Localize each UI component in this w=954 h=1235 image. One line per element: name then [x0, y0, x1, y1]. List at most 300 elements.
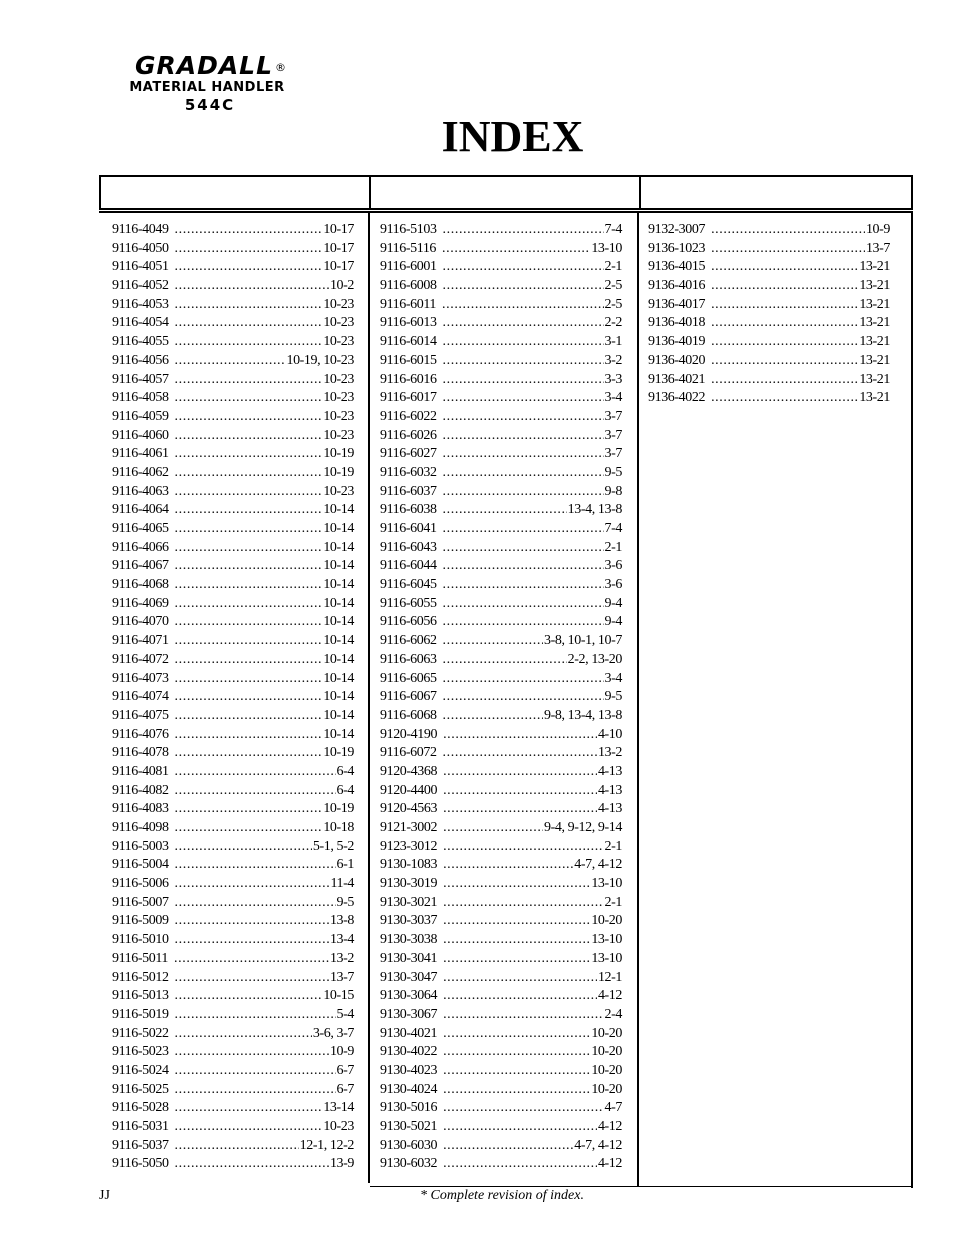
dot-leader [175, 912, 329, 931]
dot-leader [175, 277, 329, 296]
part-number: 9136-4018 [648, 315, 706, 331]
part-number: 9116-4082 [112, 782, 169, 798]
index-entry [112, 969, 354, 988]
index-entry [380, 838, 622, 857]
header-underline [99, 211, 913, 213]
part-number: 9116-5007 [112, 894, 169, 910]
dot-leader [711, 221, 865, 240]
part-number: 9136-4017 [648, 296, 706, 312]
part-number: 9116-4055 [112, 334, 169, 350]
dot-leader [443, 1118, 597, 1137]
dot-leader [443, 651, 567, 670]
index-entry [380, 632, 622, 651]
page-title: INDEX [441, 112, 584, 161]
dot-leader [175, 931, 329, 950]
index-entry [112, 333, 354, 352]
page-reference: 4-13 [597, 782, 622, 798]
part-number: 9120-4400 [380, 782, 438, 798]
part-number: 9116-5031 [112, 1119, 169, 1134]
part-number: 9116-5013 [112, 988, 169, 1004]
index-entry [112, 726, 354, 745]
part-number: 9116-4054 [112, 315, 169, 331]
part-number: 9116-5028 [112, 1100, 169, 1116]
dot-leader [443, 707, 543, 726]
page-reference: 10-23 [323, 427, 354, 443]
index-entry [112, 613, 354, 632]
dot-leader [175, 782, 336, 801]
index-entry [380, 1062, 622, 1081]
part-number: 9116-6022 [380, 408, 437, 424]
page-reference: 13-10 [591, 932, 622, 948]
part-number: 9116-4069 [112, 595, 169, 611]
index-entry [112, 539, 354, 558]
dot-leader [175, 1006, 336, 1025]
part-number: 9130-3041 [380, 950, 438, 966]
page-reference: 10-15 [323, 988, 354, 1004]
part-number: 9116-4049 [112, 222, 169, 237]
part-number: 9116-4070 [112, 614, 169, 630]
page-reference: 13-2 [597, 745, 622, 761]
page-reference: 10-23 [323, 483, 354, 499]
dot-leader [442, 240, 590, 259]
dot-leader [711, 389, 858, 408]
dot-leader [174, 950, 329, 969]
part-number: 9116-4076 [112, 726, 169, 742]
part-number: 9116-4081 [112, 763, 169, 779]
part-number: 9130-4023 [380, 1062, 438, 1078]
dot-leader [443, 445, 604, 464]
part-number: 9116-4056 [112, 352, 169, 368]
part-number: 9116-6044 [380, 558, 437, 574]
part-number: 9130-6032 [380, 1156, 438, 1172]
page-reference: 13-21 [859, 371, 890, 387]
page-reference: 9-5 [604, 464, 622, 480]
table-header-box [99, 175, 913, 210]
dot-leader [443, 1062, 590, 1081]
index-entry [380, 576, 622, 595]
header-divider [639, 177, 641, 210]
page-reference: 10-23 [323, 371, 354, 387]
part-number: 9116-5050 [112, 1156, 169, 1172]
index-entry [380, 912, 622, 931]
page-reference: 3-6 [604, 577, 622, 593]
index-entry [380, 1155, 622, 1174]
page-reference: 10-14 [323, 502, 354, 518]
dot-leader [175, 1043, 329, 1062]
page-reference: 10-14 [323, 670, 354, 686]
index-entry [380, 389, 622, 408]
index-entry [112, 875, 354, 894]
page-reference: 4-12 [597, 1119, 622, 1134]
page-reference: 10-20 [591, 913, 622, 929]
index-entry [380, 1043, 622, 1062]
part-number: 9116-4060 [112, 427, 169, 443]
dot-leader [175, 763, 336, 782]
page-reference: 10-14 [323, 707, 354, 723]
page-reference: 4-13 [597, 801, 622, 817]
dot-leader [443, 1043, 590, 1062]
part-number: 9121-3002 [380, 820, 438, 835]
dot-leader [443, 782, 597, 801]
part-number: 9130-3047 [380, 969, 438, 985]
page-reference: 10-2 [329, 278, 354, 294]
logo-subtitle: MATERIAL HANDLER [129, 80, 285, 95]
index-entry [112, 427, 354, 446]
page-reference: 11-4 [330, 876, 354, 892]
index-entry [112, 371, 354, 390]
part-number: 9116-4083 [112, 801, 169, 817]
index-entry [380, 277, 622, 296]
index-entry [380, 1099, 622, 1118]
page-reference: 4-12 [597, 1156, 622, 1172]
dot-leader [175, 371, 323, 390]
part-number: 9123-3012 [380, 838, 438, 854]
part-number: 9120-4563 [380, 801, 438, 817]
index-entry [380, 894, 622, 913]
index-entry [380, 333, 622, 352]
index-entry [648, 296, 890, 315]
part-number: 9116-4068 [112, 577, 169, 593]
dot-leader [175, 389, 323, 408]
dot-leader [443, 595, 604, 614]
index-entry [112, 576, 354, 595]
index-entry [112, 1043, 354, 1062]
index-entry [380, 371, 622, 390]
page-reference: 10-14 [323, 577, 354, 593]
dot-leader [443, 333, 604, 352]
index-entry [380, 707, 622, 726]
index-entry [380, 520, 622, 539]
dot-leader [175, 539, 323, 558]
logo-brand: GRADALL ® [134, 51, 288, 80]
dot-leader [175, 688, 323, 707]
index-entry [112, 352, 354, 371]
part-number: 9116-4072 [112, 651, 169, 667]
dot-leader [711, 258, 858, 277]
page-reference: 13-21 [859, 296, 890, 312]
page-reference: 9-8, 13-4, 13-8 [544, 707, 622, 723]
part-number: 9116-5116 [380, 240, 437, 256]
dot-leader [443, 464, 604, 483]
dot-leader [443, 987, 597, 1006]
page-reference: 2-4 [604, 1006, 622, 1022]
dot-leader [443, 912, 590, 931]
part-number: 9116-5025 [112, 1081, 169, 1097]
dot-leader [442, 296, 604, 315]
page-reference: 13-21 [859, 278, 890, 294]
page-reference: 3-6 [604, 558, 622, 574]
dot-leader [443, 838, 603, 857]
dot-leader [175, 726, 323, 745]
index-entry [380, 819, 622, 838]
page-reference: 2-1 [604, 259, 622, 275]
page-reference: 10-14 [323, 539, 354, 555]
index-entry [380, 464, 622, 483]
page-reference: 10-18 [323, 820, 354, 835]
page-reference: 4-13 [597, 763, 622, 779]
dot-leader [443, 1006, 603, 1025]
index-entry [112, 1081, 354, 1100]
part-number: 9132-3007 [648, 222, 706, 237]
dot-leader [443, 371, 604, 390]
part-number: 9116-4075 [112, 707, 169, 723]
dot-leader [443, 726, 597, 745]
dot-leader [175, 894, 336, 913]
index-entry [112, 1006, 354, 1025]
index-entry [112, 950, 354, 969]
part-number: 9136-4022 [648, 390, 706, 406]
dot-leader [175, 969, 329, 988]
page-reference: 9-8 [604, 483, 622, 499]
dot-leader [443, 408, 604, 427]
part-number: 9130-3021 [380, 894, 438, 910]
dot-leader [175, 464, 323, 483]
dot-leader [443, 576, 604, 595]
dot-leader [443, 875, 590, 894]
dot-leader [443, 557, 604, 576]
index-entry [380, 1137, 622, 1156]
dot-leader [175, 296, 323, 315]
index-entry [380, 688, 622, 707]
index-entry [112, 987, 354, 1006]
dot-leader [443, 258, 604, 277]
page-reference: 10-20 [591, 1044, 622, 1060]
dot-leader [711, 333, 858, 352]
dot-leader [443, 1099, 603, 1118]
dot-leader [443, 520, 604, 539]
part-number: 9116-6008 [380, 278, 437, 294]
dot-leader [175, 427, 323, 446]
index-entry [112, 221, 354, 240]
index-entry [380, 258, 622, 277]
page-reference: 9-5 [604, 689, 622, 705]
index-entry [380, 856, 622, 875]
dot-leader [443, 763, 597, 782]
dot-leader [175, 501, 323, 520]
index-entry [112, 912, 354, 931]
index-entry [380, 1006, 622, 1025]
page-reference: 10-9 [329, 1044, 354, 1060]
dot-leader [711, 240, 865, 259]
page-reference: 10-14 [323, 726, 354, 742]
part-number: 9136-4019 [648, 334, 706, 350]
index-entry [648, 333, 890, 352]
page-reference: 10-14 [323, 521, 354, 536]
dot-leader [175, 352, 286, 371]
page-reference: 10-14 [323, 614, 354, 630]
page-reference: 10-23 [323, 1119, 354, 1134]
page-reference: 4-7, 4-12 [574, 1137, 622, 1153]
page-reference: 10-17 [323, 240, 354, 256]
part-number: 9120-4368 [380, 763, 438, 779]
part-number: 9116-5019 [112, 1006, 169, 1022]
index-entry [648, 371, 890, 390]
index-entry [380, 763, 622, 782]
logo-model: 544C [184, 96, 236, 114]
part-number: 9116-6043 [380, 539, 437, 555]
part-number: 9116-4050 [112, 240, 169, 256]
dot-leader [175, 987, 323, 1006]
index-entry [112, 520, 354, 539]
dot-leader [175, 744, 323, 763]
index-entry [380, 726, 622, 745]
page-reference: 2-1 [604, 539, 622, 555]
registered-mark: ® [275, 61, 288, 74]
page-reference: 6-1 [336, 857, 354, 873]
part-number: 9116-6045 [380, 577, 437, 593]
index-entry [112, 1137, 354, 1156]
dot-leader [175, 856, 336, 875]
dot-leader [443, 1081, 590, 1100]
part-number: 9116-6015 [380, 352, 437, 368]
part-number: 9136-4020 [648, 352, 706, 368]
logo [107, 52, 307, 114]
part-number: 9116-6013 [380, 315, 437, 331]
index-entry [112, 782, 354, 801]
part-number: 9116-6037 [380, 483, 437, 499]
dot-leader [443, 950, 590, 969]
part-number: 9116-4073 [112, 670, 169, 686]
part-number: 9116-4064 [112, 502, 169, 518]
dot-leader [443, 314, 604, 333]
page-reference: 5-4 [336, 1006, 354, 1022]
part-number: 9136-4016 [648, 278, 706, 294]
part-number: 9130-1083 [380, 857, 438, 873]
part-number: 9116-4078 [112, 745, 169, 761]
part-number: 9116-5003 [112, 838, 169, 854]
dot-leader [443, 819, 543, 838]
page-reference: 3-4 [604, 390, 622, 406]
dot-leader [175, 240, 323, 259]
dot-leader [175, 707, 323, 726]
part-number: 9116-5022 [112, 1025, 169, 1041]
dot-leader [443, 1137, 573, 1156]
index-entry [380, 1118, 622, 1137]
dot-leader [443, 277, 604, 296]
page-reference: 10-23 [323, 296, 354, 312]
part-number: 9116-4067 [112, 558, 169, 574]
index-entry [112, 1118, 354, 1137]
dot-leader [175, 838, 312, 857]
page-reference: 13-7 [865, 240, 890, 256]
index-entry [648, 258, 890, 277]
part-number: 9116-6072 [380, 745, 437, 761]
index-entry [112, 483, 354, 502]
dot-leader [175, 875, 330, 894]
index-entry [380, 670, 622, 689]
dot-leader [711, 371, 858, 390]
page-reference: 13-7 [329, 969, 354, 985]
part-number: 9116-5009 [112, 913, 169, 929]
index-entry [112, 800, 354, 819]
page-reference: 10-17 [323, 259, 354, 275]
part-number: 9116-6026 [380, 427, 437, 443]
index-entry [380, 744, 622, 763]
page-reference: 4-7 [604, 1100, 622, 1116]
dot-leader [443, 389, 604, 408]
index-entry [648, 221, 890, 240]
part-number: 9116-4071 [112, 633, 169, 649]
page-reference: 2-2, 13-20 [567, 651, 622, 667]
dot-leader [175, 1155, 329, 1174]
dot-leader [175, 651, 323, 670]
part-number: 9116-5037 [112, 1137, 169, 1153]
part-number: 9116-5024 [112, 1062, 169, 1078]
page-reference: 13-21 [859, 259, 890, 275]
index-entry [380, 595, 622, 614]
page-reference: 6-4 [336, 782, 354, 798]
part-number: 9116-6027 [380, 446, 437, 462]
dot-leader [175, 1137, 299, 1156]
dot-leader [175, 314, 323, 333]
page-reference: 3-4 [604, 670, 622, 686]
dot-leader [711, 296, 858, 315]
page-reference: 13-9 [329, 1156, 354, 1172]
page-reference: 3-6, 3-7 [312, 1025, 354, 1041]
page-reference: 13-4 [329, 932, 354, 948]
index-entry [112, 1155, 354, 1174]
part-number: 9116-6011 [380, 296, 437, 312]
page-reference: 9-4, 9-12, 9-14 [544, 820, 622, 835]
index-entry [380, 408, 622, 427]
dot-leader [443, 1155, 597, 1174]
dot-leader [175, 445, 323, 464]
index-entry [112, 707, 354, 726]
part-number: 9116-4051 [112, 259, 169, 275]
page-reference: 10-19 [323, 464, 354, 480]
part-number: 9130-3064 [380, 988, 438, 1004]
index-entry [380, 800, 622, 819]
dot-leader [175, 1025, 312, 1044]
part-number: 9116-5006 [112, 876, 169, 892]
dot-leader [175, 1099, 323, 1118]
page-reference: 2-1 [604, 838, 622, 854]
index-entry [112, 595, 354, 614]
index-entry [112, 651, 354, 670]
dot-leader [175, 1062, 336, 1081]
index-entry [380, 445, 622, 464]
index-entry [112, 296, 354, 315]
page-reference: 13-10 [591, 240, 622, 256]
dot-leader [175, 258, 323, 277]
page-reference: 12-1 [597, 969, 622, 985]
index-entry [380, 501, 622, 520]
part-number: 9136-4015 [648, 259, 706, 275]
page-reference: 13-21 [859, 390, 890, 406]
dot-leader [443, 800, 597, 819]
index-entry [380, 240, 622, 259]
dot-leader [443, 670, 604, 689]
part-number: 9130-5016 [380, 1100, 438, 1116]
page-reference: 10-20 [591, 1081, 622, 1097]
page-reference: 10-23 [323, 315, 354, 331]
page-reference: 13-21 [859, 352, 890, 368]
dot-leader [443, 1025, 590, 1044]
page-reference: 6-4 [336, 763, 354, 779]
part-number: 9130-3037 [380, 913, 438, 929]
index-entry [112, 688, 354, 707]
dot-leader [175, 576, 323, 595]
index-entry [112, 744, 354, 763]
page-reference: 3-7 [604, 446, 622, 462]
part-number: 9116-6016 [380, 371, 437, 387]
page-reference: 13-10 [591, 950, 622, 966]
right-border [911, 213, 913, 1188]
page-reference: 6-7 [336, 1081, 354, 1097]
dot-leader [443, 632, 543, 651]
dot-leader [175, 613, 323, 632]
page-reference: 3-8, 10-1, 10-7 [544, 633, 622, 649]
